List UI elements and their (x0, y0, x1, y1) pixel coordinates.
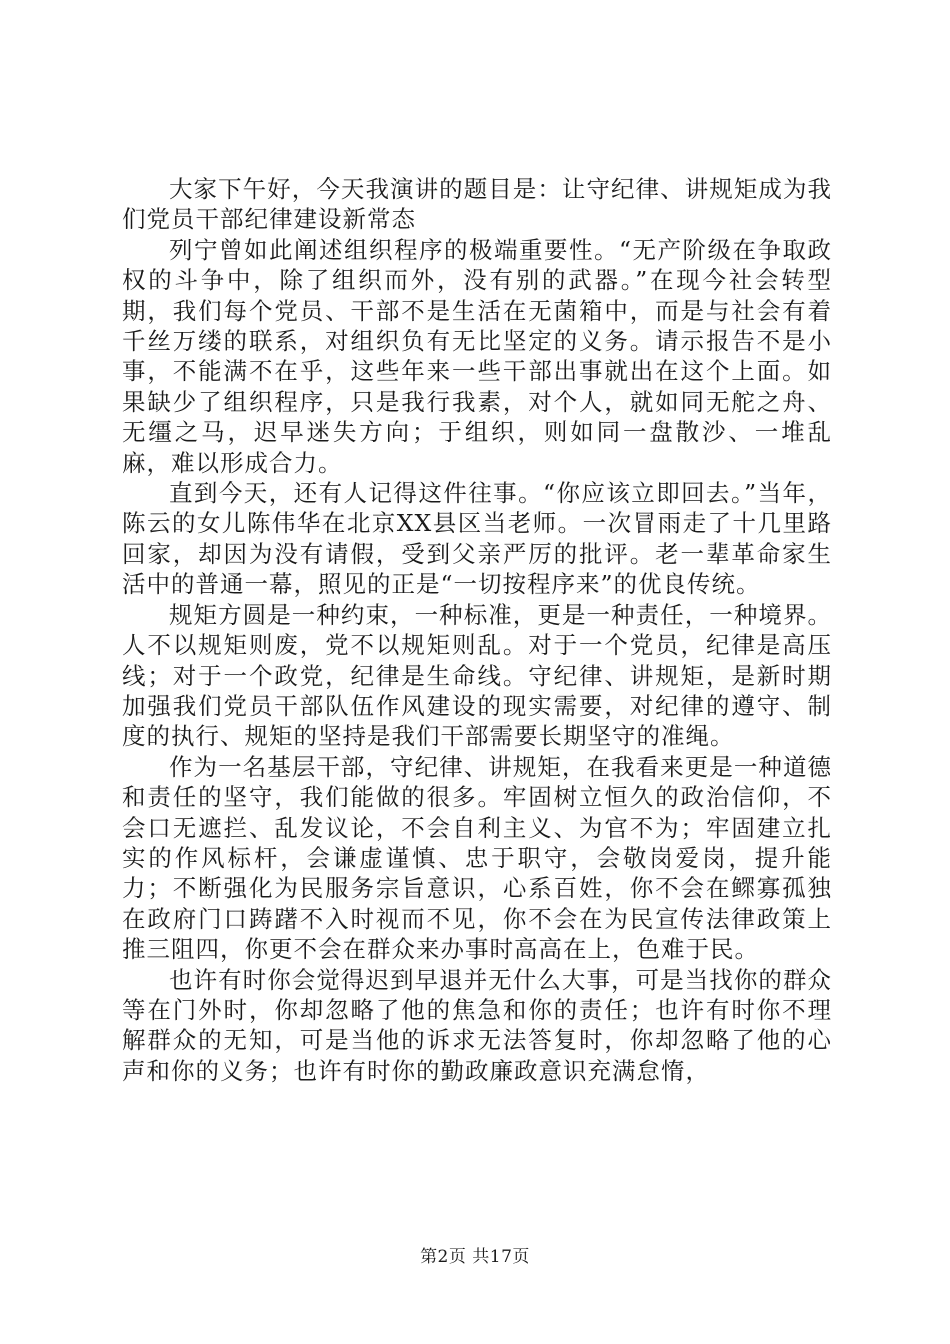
paragraph: 直到今天，还有人记得这件往事。“你应该立即回去。”当年，陈云的女儿陈伟华在北京XX县区当老师。一次冒雨走了十几里路回家，却因为没有请假，受到父亲严厉的批评。老一辈革命家生活中的普通一幕，照见的正是“一切按程序来”的优良传统。 (122, 479, 832, 599)
paragraph-title: 大家下午好，今天我演讲的题目是：让守纪律、讲规矩成为我们党员干部纪律建设新常态 (122, 175, 832, 234)
paragraph: 作为一名基层干部，守纪律、讲规矩，在我看来更是一种道德和责任的坚守，我们能做的很多。牢固树立恒久的政治信仰，不会口无遮拦、乱发议论，不会自利主义、为官不为；牢固建立扎实的作风标杆，会谦虚谨慎、忠于职守，会敬岗爱岗，提升能力；不断强化为民服务宗旨意识，心系百姓，你不会在鳏寡孤独在政府门口踌躇不入时视而不见，你不会在为民宣传法律政策上推三阻四，你更不会在群众来办事时高高在上，色难于民。 (122, 752, 832, 964)
paragraph: 列宁曾如此阐述组织程序的极端重要性。“无产阶级在争取政权的斗争中，除了组织而外，没有别的武器。”在现今社会转型期，我们每个党员、干部不是生活在无菌箱中，而是与社会有着千丝万缕的联系，对组织负有无比坚定的义务。请示报告不是小事，不能满不在乎，这些年来一些干部出事就出在这个上面。如果缺少了组织程序，只是我行我素，对个人，就如同无舵之舟、无缰之马，迟早迷失方向；于组织，则如同一盘散沙、一堆乱麻，难以形成合力。 (122, 235, 832, 477)
page-footer: 第2页 共17页 (420, 1247, 530, 1267)
paragraph: 也许有时你会觉得迟到早退并无什么大事，可是当找你的群众等在门外时，你却忽略了他的焦急和你的责任；也许有时你不理解群众的无知，可是当他的诉求无法答复时，你却忽略了他的心声和你的义务；也许有时你的勤政廉政意识充满怠惰， (122, 965, 832, 1085)
document-body (122, 174, 832, 1086)
paragraph: 规矩方圆是一种约束，一种标准，更是一种责任，一种境界。人不以规矩则废，党不以规矩则乱。对于一个党员，纪律是高压线；对于一个政党，纪律是生命线。守纪律、讲规矩，是新时期加强我们党员干部队伍作风建设的现实需要，对纪律的遵守、制度的执行、规矩的坚持是我们干部需要长期坚守的准绳。 (122, 600, 832, 751)
